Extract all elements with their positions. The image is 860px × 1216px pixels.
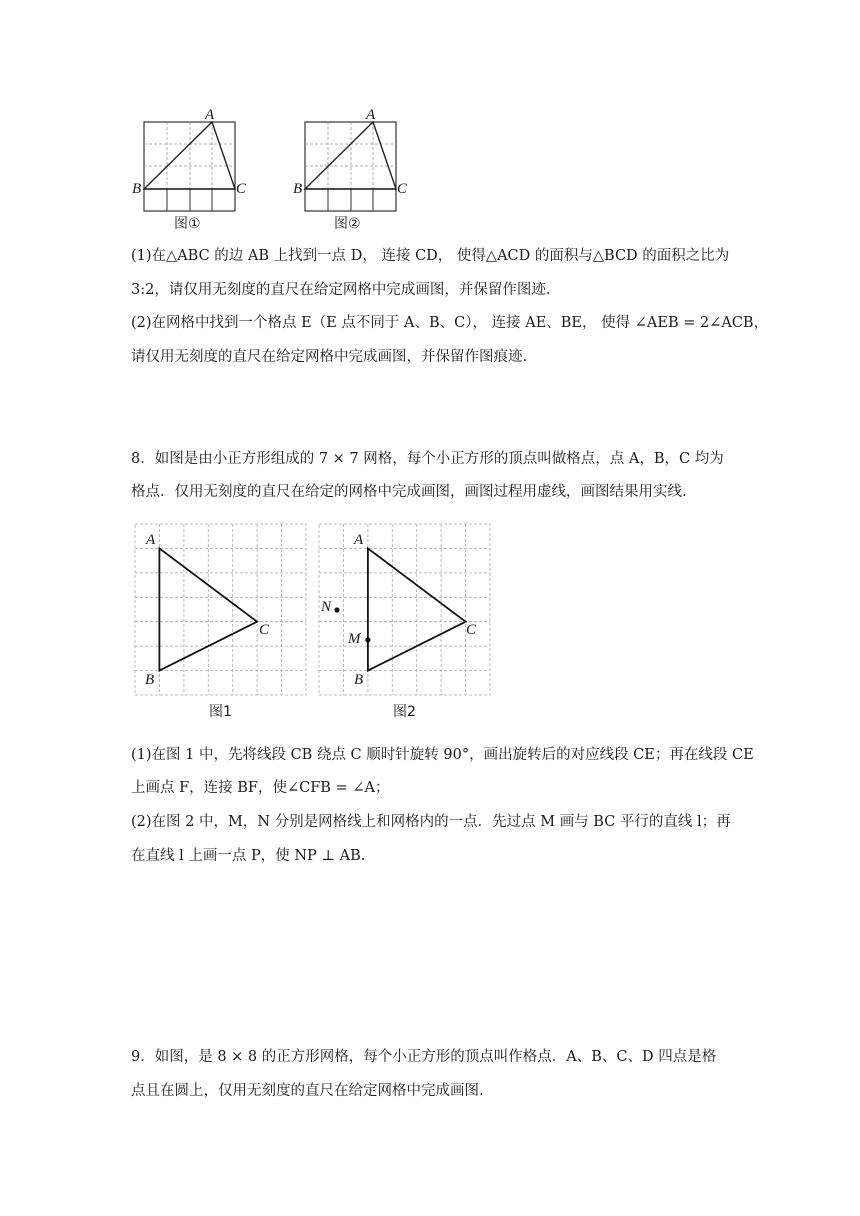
triangle-abc (305, 122, 396, 189)
q8-figure-2 (319, 524, 491, 724)
grid-dashed-lines (305, 122, 396, 189)
figure-caption: 图① (174, 216, 201, 232)
point-n (334, 607, 339, 612)
q7-part2-line1: (2)在网格中找到一个格点 E（E 点不同于 A、B、C）， 连接 AE、BE， 使得 ∠AEB = 2∠ACB， (131, 315, 769, 331)
point-label-a: A (205, 107, 215, 123)
point-m (365, 637, 370, 642)
q8-figure-1-drawing (135, 524, 307, 724)
point-label-b: B (132, 181, 142, 197)
point-label-a: A (146, 532, 156, 548)
q8-part1-line2: 上画点 F，连接 BF，使∠CFB = ∠A； (131, 780, 390, 796)
q7-figure-1 (132, 108, 252, 238)
point-label-b: B (145, 672, 155, 688)
point-label-a: A (366, 107, 376, 123)
q7-part2-line2: 请仅用无刻度的直尺在给定网格中完成画图，并保留作图痕迹. (131, 349, 528, 365)
point-label-a: A (354, 532, 364, 548)
q7-figure-2 (293, 108, 413, 238)
q8-intro-line1: 8．如图是由小正方形组成的 7 × 7 网格，每个小正方形的顶点叫做格点，点 A，B，C 均为 (131, 451, 724, 467)
q7-part1-line2: 3:2，请仅用无刻度的直尺在给定网格中完成画图，并保留作图迹. (131, 282, 551, 298)
point-label-c: C (259, 622, 270, 638)
grid-dashed-lines (144, 122, 235, 189)
point-label-b: B (354, 672, 364, 688)
figure-caption: 图2 (393, 704, 416, 720)
figure-caption: 图1 (209, 704, 232, 720)
point-label-c: C (236, 181, 247, 197)
point-label-m: M (348, 631, 361, 647)
q8-part2-line2: 在直线 l 上画一点 P，使 NP ⊥ AB. (131, 848, 366, 864)
point-label-c: C (397, 181, 408, 197)
q8-part1-line1: (1)在图 1 中，先将线段 CB 绕点 C 顺时针旋转 90°，画出旋转后的对应线段 CE；再在线段 CE (131, 747, 754, 763)
q8-intro-line2: 格点．仅用无刻度的直尺在给定的网格中完成画图，画图过程用虚线，画图结果用实线. (131, 484, 687, 500)
q9-intro-line2: 点且在圆上，仅用无刻度的直尺在给定网格中完成画图. (131, 1083, 484, 1099)
q8-figure-1 (135, 524, 307, 724)
q7-part1-line1: (1)在△ABC 的边 AB 上找到一点 D， 连接 CD， 使得△ACD 的面积与△BCD 的面积之比为 (131, 248, 730, 264)
q9-intro-line1: 9．如图，是 8 × 8 的正方形网格，每个小正方形的顶点叫作格点．A、B、C、D 四点是格 (131, 1049, 717, 1065)
point-label-n: N (321, 599, 332, 615)
point-label-b: B (293, 181, 303, 197)
q8-part2-line1: (2)在图 2 中，M，N 分别是网格线上和网格内的一点．先过点 M 画与 BC 平行的直线 l；再 (131, 814, 731, 830)
point-label-c: C (466, 622, 477, 638)
triangle-abc (144, 122, 235, 189)
grid-7x7 (319, 524, 490, 695)
figure-caption: 图② (334, 216, 361, 232)
